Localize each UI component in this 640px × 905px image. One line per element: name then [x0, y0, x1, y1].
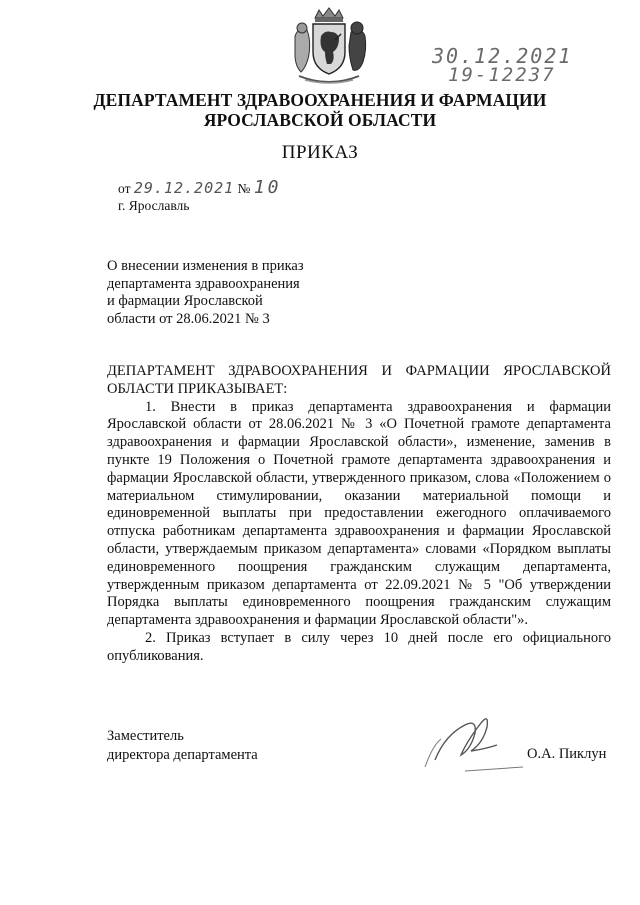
order-preamble: ДЕПАРТАМЕНТ ЗДРАВООХРАНЕНИЯ И ФАРМАЦИИ ЯРОСЛАВСКОЙ ОБЛАСТИ ПРИКАЗЫВАЕТ:	[107, 363, 611, 397]
signature-icon	[405, 705, 535, 775]
order-number-label: №	[237, 181, 251, 196]
signatory-title-line-2: директора департамента	[107, 747, 258, 763]
order-city: г. Ярославль	[118, 198, 190, 213]
signatory-title-line-1: Заместитель	[107, 728, 184, 744]
registration-number: 19-12237	[448, 64, 556, 86]
order-number: 10	[253, 177, 282, 198]
order-item-1: 1. Внести в приказ департамента здравоохранения и фармации Ярославской области от 28.06.2021 № 3 «О Почетной грамоте департамента здравоохранения и фармации Ярославской области», изменение, заменив в пункте 19 Положения о Почетной грамоте департамента здравоохранения и фармации Ярославской области, утвержденного приказом, слова «Положением о материальном стимулировании, оказании материальной помощи и единовременной выплаты при предоставлении ежегодного оплачиваемого отпуска работникам департамента здравоохранения и фармации Ярославской области, утверждаемым приказом департамента» словами «Порядком выплаты единовременного поощрения гражданским служащим департамента, утвержденным приказом департамента от 22.09.2021 № 5 "Об утверждении Порядка выплаты единовременного поощрения гражданским служащим департамента здравоохранения и фармации Ярославской области"».	[107, 398, 611, 629]
order-item-2: 2. Приказ вступает в силу через 10 дней после его официального опубликования.	[107, 629, 611, 664]
signatory-title	[107, 727, 258, 765]
order-date-line	[118, 177, 282, 198]
subject-line: департамента здравоохранения	[107, 275, 300, 292]
subject-line: и фармации Ярославской	[107, 293, 263, 309]
department-name-line-2: ЯРОСЛАВСКОЙ ОБЛАСТИ	[203, 110, 437, 130]
subject-line: О внесении изменения в приказ	[107, 258, 304, 274]
document-type: ПРИКАЗ	[281, 142, 359, 163]
handwritten-signature	[405, 705, 535, 775]
order-date: 29.12.2021	[133, 179, 235, 197]
signatory-name: О.А. Пиклун	[527, 746, 607, 762]
order-from-label: от	[118, 181, 131, 196]
coat-of-arms-icon	[285, 6, 373, 88]
order-subject	[107, 258, 347, 328]
coat-of-arms-emblem	[285, 6, 373, 88]
order-body	[107, 363, 611, 666]
registration-date: 30.12.2021	[432, 44, 573, 68]
department-name-line-1: ДЕПАРТАМЕНТ ЗДРАВООХРАНЕНИЯ И ФАРМАЦИИ	[93, 90, 547, 110]
subject-line: области от 28.06.2021 № 3	[107, 310, 270, 327]
